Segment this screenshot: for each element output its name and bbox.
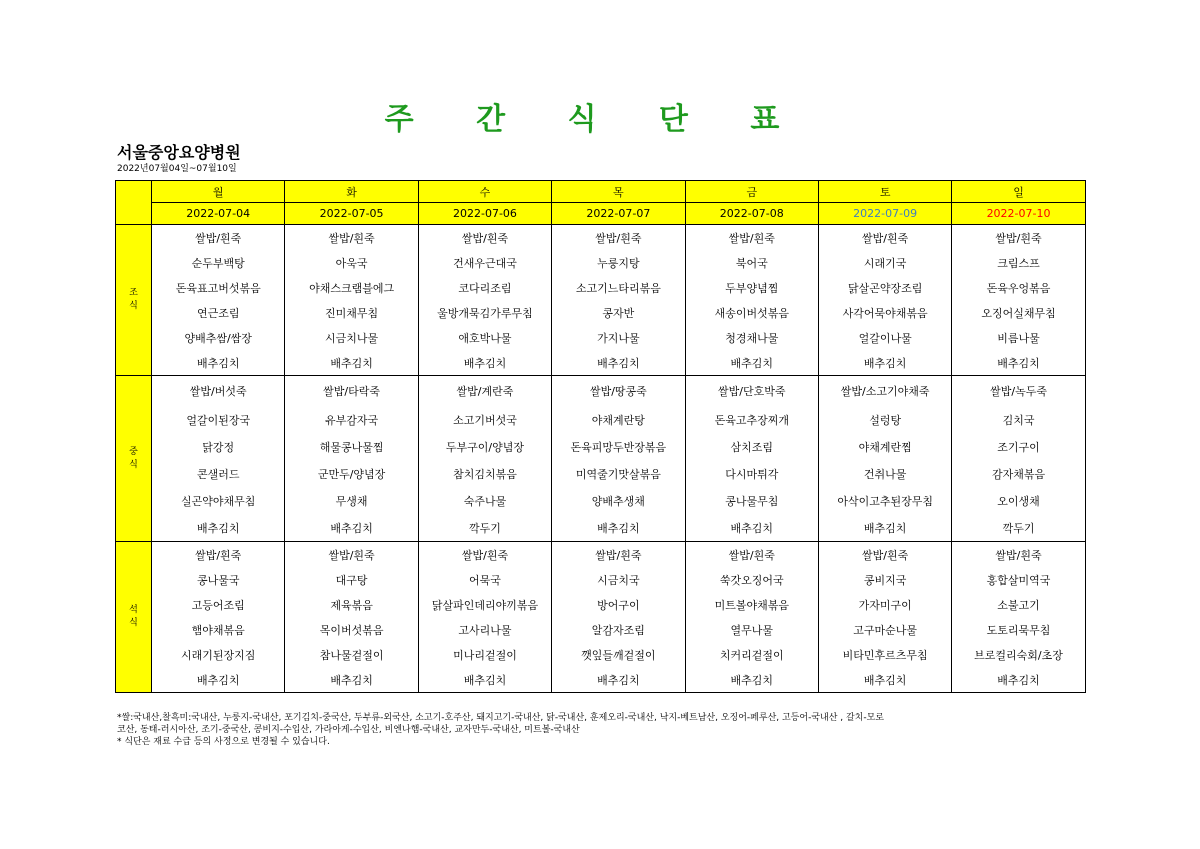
dinner-item-thu: 깻잎들깨겉절이 bbox=[552, 642, 685, 667]
breakfast-item-tue: 야채스크램블에그 bbox=[285, 275, 418, 300]
breakfast-item-wed: 울방개묵김가루무침 bbox=[418, 300, 551, 325]
dinner-item-tue: 목이버섯볶음 bbox=[285, 617, 418, 642]
lunch-item-mon: 닭강정 bbox=[152, 433, 285, 460]
day-header-sat: 토 bbox=[818, 181, 951, 203]
lunch-item-tue: 쌀밥/타락죽 bbox=[285, 376, 418, 407]
lunch-item-fri: 다시마튀각 bbox=[685, 460, 818, 487]
lunch-item-sat: 배추김치 bbox=[818, 514, 951, 542]
breakfast-item-tue: 배추김치 bbox=[285, 350, 418, 376]
change-notice: * 식단은 재료 수급 등의 사정으로 변경될 수 있습니다. bbox=[117, 737, 330, 747]
lunch-item-thu: 돈육피망두반장볶음 bbox=[552, 433, 685, 460]
dinner-item-mon: 쌀밥/흰죽 bbox=[152, 542, 285, 568]
day-header-tue: 화 bbox=[285, 181, 418, 203]
page-title: 주 간 식 단 표 bbox=[384, 102, 806, 137]
date-wed: 2022-07-06 bbox=[418, 203, 551, 225]
day-header-row bbox=[116, 181, 1086, 203]
breakfast-item-sun: 크림스프 bbox=[952, 250, 1085, 275]
breakfast-item-tue: 쌀밥/흰죽 bbox=[285, 225, 418, 251]
breakfast-item-fri: 새송이버섯볶음 bbox=[685, 300, 818, 325]
lunch-row bbox=[116, 460, 1086, 487]
breakfast-item-sun: 돈육우엉볶음 bbox=[952, 275, 1085, 300]
lunch-item-thu: 미역줄기맛살볶음 bbox=[552, 460, 685, 487]
breakfast-item-sat: 쌀밥/흰죽 bbox=[818, 225, 951, 251]
dinner-item-fri: 쌀밥/흰죽 bbox=[685, 542, 818, 568]
meal-label-top: 조 bbox=[129, 288, 138, 298]
breakfast-item-tue: 진미채무침 bbox=[285, 300, 418, 325]
lunch-item-wed: 소고기버섯국 bbox=[418, 406, 551, 433]
date-fri: 2022-07-08 bbox=[685, 203, 818, 225]
breakfast-row bbox=[116, 275, 1086, 300]
dinner-item-sat: 쌀밥/흰죽 bbox=[818, 542, 951, 568]
breakfast-item-mon: 배추김치 bbox=[152, 350, 285, 376]
dinner-item-sun: 배추김치 bbox=[952, 667, 1085, 693]
lunch-item-sat: 아삭이고추된장무침 bbox=[818, 487, 951, 514]
breakfast-item-sat: 얼갈이나물 bbox=[818, 325, 951, 350]
dinner-item-wed: 어묵국 bbox=[418, 567, 551, 592]
breakfast-item-wed: 쌀밥/흰죽 bbox=[418, 225, 551, 251]
dinner-item-thu: 시금치국 bbox=[552, 567, 685, 592]
meal-label-bottom: 식 bbox=[129, 618, 138, 628]
lunch-item-fri: 쌀밥/단호박죽 bbox=[685, 376, 818, 407]
lunch-item-fri: 배추김치 bbox=[685, 514, 818, 542]
breakfast-item-wed: 코다리조림 bbox=[418, 275, 551, 300]
dinner-item-sun: 브로컬리숙회/초장 bbox=[952, 642, 1085, 667]
breakfast-item-mon: 돈육표고버섯볶음 bbox=[152, 275, 285, 300]
breakfast-row bbox=[116, 325, 1086, 350]
breakfast-item-thu: 누룽지탕 bbox=[552, 250, 685, 275]
date-thu: 2022-07-07 bbox=[552, 203, 685, 225]
breakfast-item-mon: 양배추쌈/쌈장 bbox=[152, 325, 285, 350]
lunch-item-fri: 삼치조림 bbox=[685, 433, 818, 460]
meal-label-bottom: 식 bbox=[129, 301, 138, 311]
lunch-item-sat: 설렁탕 bbox=[818, 406, 951, 433]
dinner-item-wed: 미나리겉절이 bbox=[418, 642, 551, 667]
date-header-row bbox=[116, 203, 1086, 225]
lunch-item-tue: 배추김치 bbox=[285, 514, 418, 542]
dinner-item-mon: 고등어조림 bbox=[152, 592, 285, 617]
lunch-item-sun: 오이생채 bbox=[952, 487, 1085, 514]
date-sun: 2022-07-10 bbox=[952, 203, 1085, 225]
dinner-item-mon: 시래기된장지짐 bbox=[152, 642, 285, 667]
breakfast-item-mon: 연근조림 bbox=[152, 300, 285, 325]
lunch-item-wed: 깍두기 bbox=[418, 514, 551, 542]
dinner-item-wed: 고사리나물 bbox=[418, 617, 551, 642]
lunch-row bbox=[116, 433, 1086, 460]
day-header-thu: 목 bbox=[552, 181, 685, 203]
lunch-item-mon: 얼갈이된장국 bbox=[152, 406, 285, 433]
dinner-row bbox=[116, 542, 1086, 568]
lunch-item-fri: 콩나물무침 bbox=[685, 487, 818, 514]
date-sat: 2022-07-09 bbox=[818, 203, 951, 225]
lunch-item-sat: 건취나물 bbox=[818, 460, 951, 487]
dinner-item-fri: 열무나물 bbox=[685, 617, 818, 642]
dinner-item-sat: 가자미구이 bbox=[818, 592, 951, 617]
breakfast-item-fri: 두부양념찜 bbox=[685, 275, 818, 300]
hospital-name: 서울중앙요양병원 bbox=[117, 143, 241, 162]
breakfast-item-wed: 건새우근대국 bbox=[418, 250, 551, 275]
origin-note-line: 코산, 동태-러시아산, 조기-중국산, 콩비지-수입산, 가라아게-수입산, 비엔나햄-국내산, 교자만두-국내산, 미트볼-국내산 bbox=[117, 725, 580, 735]
lunch-item-wed: 숙주나물 bbox=[418, 487, 551, 514]
lunch-item-sun: 깍두기 bbox=[952, 514, 1085, 542]
breakfast-item-wed: 애호박나물 bbox=[418, 325, 551, 350]
lunch-item-mon: 쌀밥/버섯죽 bbox=[152, 376, 285, 407]
breakfast-item-fri: 청경채나물 bbox=[685, 325, 818, 350]
breakfast-item-sat: 배추김치 bbox=[818, 350, 951, 376]
breakfast-item-tue: 시금치나물 bbox=[285, 325, 418, 350]
breakfast-row bbox=[116, 300, 1086, 325]
breakfast-item-thu: 배추김치 bbox=[552, 350, 685, 376]
dinner-item-wed: 쌀밥/흰죽 bbox=[418, 542, 551, 568]
breakfast-item-tue: 아욱국 bbox=[285, 250, 418, 275]
dinner-row bbox=[116, 617, 1086, 642]
breakfast-row bbox=[116, 350, 1086, 376]
dinner-item-thu: 알감자조림 bbox=[552, 617, 685, 642]
breakfast-item-thu: 콩자반 bbox=[552, 300, 685, 325]
lunch-item-sun: 김치국 bbox=[952, 406, 1085, 433]
dinner-item-fri: 쑥갓오징어국 bbox=[685, 567, 818, 592]
dinner-item-sun: 소불고기 bbox=[952, 592, 1085, 617]
dinner-item-tue: 배추김치 bbox=[285, 667, 418, 693]
dinner-item-sun: 도토리묵무침 bbox=[952, 617, 1085, 642]
lunch-item-mon: 배추김치 bbox=[152, 514, 285, 542]
dinner-row bbox=[116, 642, 1086, 667]
dinner-item-tue: 제육볶음 bbox=[285, 592, 418, 617]
dinner-item-sat: 배추김치 bbox=[818, 667, 951, 693]
day-header-mon: 월 bbox=[152, 181, 285, 203]
breakfast-item-thu: 쌀밥/흰죽 bbox=[552, 225, 685, 251]
breakfast-item-sun: 오징어실채무침 bbox=[952, 300, 1085, 325]
lunch-item-wed: 쌀밥/계란죽 bbox=[418, 376, 551, 407]
dinner-label bbox=[116, 542, 152, 693]
dinner-item-sat: 비타민후르츠무침 bbox=[818, 642, 951, 667]
meal-label-top: 석 bbox=[129, 605, 138, 615]
dinner-item-sun: 쌀밥/흰죽 bbox=[952, 542, 1085, 568]
breakfast-item-wed: 배추김치 bbox=[418, 350, 551, 376]
lunch-item-thu: 쌀밥/땅콩죽 bbox=[552, 376, 685, 407]
breakfast-item-fri: 쌀밥/흰죽 bbox=[685, 225, 818, 251]
lunch-item-sat: 야채계란찜 bbox=[818, 433, 951, 460]
meal-label-bottom: 식 bbox=[129, 459, 138, 470]
lunch-item-thu: 야채계란탕 bbox=[552, 406, 685, 433]
lunch-item-mon: 실곤약야채무침 bbox=[152, 487, 285, 514]
lunch-item-sun: 쌀밥/녹두죽 bbox=[952, 376, 1085, 407]
day-header-fri: 금 bbox=[685, 181, 818, 203]
lunch-row bbox=[116, 406, 1086, 433]
dinner-item-sun: 홍합살미역국 bbox=[952, 567, 1085, 592]
breakfast-item-sat: 사각어묵야채볶음 bbox=[818, 300, 951, 325]
lunch-item-thu: 양배추생채 bbox=[552, 487, 685, 514]
header-corner bbox=[116, 181, 152, 225]
lunch-row bbox=[116, 487, 1086, 514]
dinner-item-thu: 쌀밥/흰죽 bbox=[552, 542, 685, 568]
dinner-item-thu: 방어구이 bbox=[552, 592, 685, 617]
dinner-item-fri: 치커리겉절이 bbox=[685, 642, 818, 667]
breakfast-item-sun: 배추김치 bbox=[952, 350, 1085, 376]
breakfast-item-fri: 북어국 bbox=[685, 250, 818, 275]
lunch-item-tue: 군만두/양념장 bbox=[285, 460, 418, 487]
day-header-wed: 수 bbox=[418, 181, 551, 203]
breakfast-item-mon: 순두부백탕 bbox=[152, 250, 285, 275]
breakfast-item-mon: 쌀밥/흰죽 bbox=[152, 225, 285, 251]
breakfast-row bbox=[116, 250, 1086, 275]
breakfast-label bbox=[116, 225, 152, 376]
day-header-sun: 일 bbox=[952, 181, 1085, 203]
dinner-item-sat: 고구마순나물 bbox=[818, 617, 951, 642]
origin-notes bbox=[117, 712, 1087, 748]
dinner-item-mon: 콩나물국 bbox=[152, 567, 285, 592]
meal-label-top: 중 bbox=[129, 446, 138, 457]
breakfast-item-sun: 비름나물 bbox=[952, 325, 1085, 350]
lunch-item-wed: 참치김치볶음 bbox=[418, 460, 551, 487]
origin-note-line: *쌀:국내산,찰흑미:국내산, 누룽지-국내산, 포기김치-중국산, 두부류-외국산, 소고기-호주산, 돼지고기-국내산, 닭-국내산, 훈제오리-국내산, 낙지-베트남산, 오징어-페루산, 고등어-국내산 , 갈치-모로 bbox=[117, 713, 885, 723]
dinner-item-mon: 햄야채볶음 bbox=[152, 617, 285, 642]
dinner-item-tue: 대구탕 bbox=[285, 567, 418, 592]
lunch-item-wed: 두부구이/양념장 bbox=[418, 433, 551, 460]
lunch-item-mon: 콘샐러드 bbox=[152, 460, 285, 487]
breakfast-row bbox=[116, 225, 1086, 251]
lunch-item-fri: 돈육고추장찌개 bbox=[685, 406, 818, 433]
dinner-item-thu: 배추김치 bbox=[552, 667, 685, 693]
breakfast-item-thu: 소고기느타리볶음 bbox=[552, 275, 685, 300]
lunch-item-tue: 무생채 bbox=[285, 487, 418, 514]
lunch-item-sun: 감자채볶음 bbox=[952, 460, 1085, 487]
breakfast-item-sun: 쌀밥/흰죽 bbox=[952, 225, 1085, 251]
menu-period: 2022년07월04일~07월10일 bbox=[117, 164, 237, 174]
weekly-menu-table bbox=[115, 180, 1086, 693]
dinner-item-fri: 배추김치 bbox=[685, 667, 818, 693]
dinner-row bbox=[116, 592, 1086, 617]
dinner-row bbox=[116, 567, 1086, 592]
lunch-item-tue: 유부감자국 bbox=[285, 406, 418, 433]
lunch-label bbox=[116, 376, 152, 542]
dinner-row bbox=[116, 667, 1086, 693]
lunch-item-sun: 조기구이 bbox=[952, 433, 1085, 460]
dinner-item-sat: 콩비지국 bbox=[818, 567, 951, 592]
date-tue: 2022-07-05 bbox=[285, 203, 418, 225]
dinner-item-mon: 배추김치 bbox=[152, 667, 285, 693]
dinner-item-fri: 미트볼야채볶음 bbox=[685, 592, 818, 617]
lunch-item-thu: 배추김치 bbox=[552, 514, 685, 542]
lunch-item-tue: 해물콩나물찜 bbox=[285, 433, 418, 460]
lunch-row bbox=[116, 376, 1086, 407]
dinner-item-tue: 참나물겉절이 bbox=[285, 642, 418, 667]
dinner-item-wed: 배추김치 bbox=[418, 667, 551, 693]
dinner-item-wed: 닭살파인데리야끼볶음 bbox=[418, 592, 551, 617]
breakfast-item-fri: 배추김치 bbox=[685, 350, 818, 376]
breakfast-item-sat: 시래기국 bbox=[818, 250, 951, 275]
dinner-item-tue: 쌀밥/흰죽 bbox=[285, 542, 418, 568]
breakfast-item-thu: 가지나물 bbox=[552, 325, 685, 350]
lunch-row bbox=[116, 514, 1086, 542]
breakfast-item-sat: 닭살곤약장조림 bbox=[818, 275, 951, 300]
lunch-item-sat: 쌀밥/소고기야채죽 bbox=[818, 376, 951, 407]
date-mon: 2022-07-04 bbox=[152, 203, 285, 225]
